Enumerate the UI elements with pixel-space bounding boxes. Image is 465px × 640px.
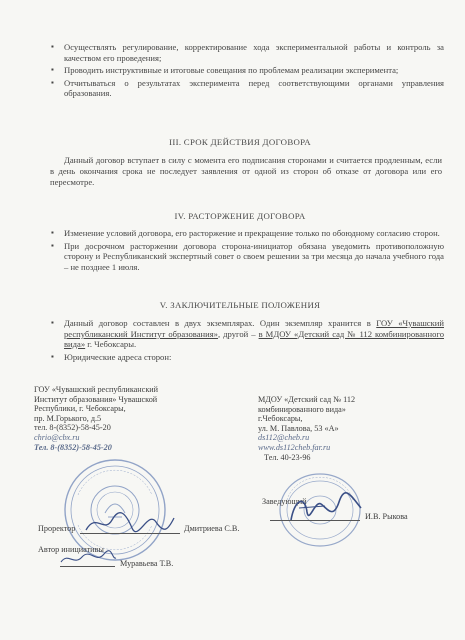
left-signer-name: Дмитриева С.В. (184, 524, 240, 533)
right-party-address (258, 395, 355, 462)
left-handwritten-signature-2-icon (58, 548, 118, 568)
address-line: ГОУ «Чувашский республиканский (34, 385, 159, 394)
section-3-text: Данный договор вступает в силу с момента его подписания сторонами и считается продленным, если в день окончания срока не последует заявления от одной из сторон об отказе от договора или его пересмотре. (50, 155, 442, 187)
bullet-text: , другой – (217, 328, 259, 339)
section-5-bullet-list (64, 318, 444, 364)
list-item: ▪ Юридические адреса сторон: (64, 352, 444, 363)
left-signer-2-title: Автор инициативы (38, 545, 104, 554)
list-item: ▪ Отчитываться о результатах эксперимента перед соответствующими органами управления образования. (64, 78, 444, 99)
address-line: Республики, г. Чебоксары, (34, 404, 126, 414)
right-signer-name: И.В. Рыкова (365, 512, 408, 521)
section-3-heading: III. СРОК ДЕЙСТВИЯ ДОГОВОРА (169, 137, 311, 147)
address-line: пр. М.Горького, д.5 (34, 413, 102, 423)
right-party-email: ds112@cheb.ru (258, 433, 310, 443)
address-line: ул. М. Павлова, 53 «А» (258, 423, 339, 433)
address-line: Институт образования» Чувашской (34, 394, 158, 404)
address-line: тел. 8-(8352)-58-45-20 (34, 423, 111, 433)
bullet-text: Данный договор составлен в двух экземплярах. Один экземпляр хранится в (64, 318, 377, 328)
section-4-heading: IV. РАСТОРЖЕНИЕ ДОГОВОРА (174, 211, 306, 221)
right-party-phone: Тел. 40-23-96 (264, 452, 311, 462)
right-party-site: www.ds112cheb.far.ru (258, 442, 331, 452)
left-party-fax: Тел. 8-(8352)-58-45-20 (34, 442, 112, 452)
left-handwritten-signature-icon (82, 508, 177, 538)
list-item: ▪ Осуществлять регулирование, корректирование хода экспериментальной работы и контроль за качеством его проведения; (64, 42, 444, 63)
left-signer-2-name: Муравьева Т.В. (120, 559, 174, 568)
address-line: г.Чебоксары, (258, 414, 303, 424)
right-signer-title: Заведующий (262, 497, 307, 506)
list-item: ▪ Проводить инструктивные и итоговые совещания по проблемам реализации эксперимента; (64, 65, 444, 76)
section-5-heading: V. ЗАКЛЮЧИТЕЛЬНЫЕ ПОЛОЖЕНИЯ (159, 300, 321, 310)
party-1-name: ГОУ «Чувашский республиканский Институт образования» (64, 318, 444, 339)
right-handwritten-signature-icon (285, 490, 365, 528)
list-item (64, 318, 444, 350)
list-item: ▪ Изменение условий договора, его расторжение и прекращение только по обоюдному согласию сторон. (64, 228, 444, 239)
left-party-address (34, 385, 158, 452)
list-item: ▪ При досрочном расторжении договора сторона-инициатор обязана уведомить противоположную сторону и Республиканский экспертный совет о своем решении за три месяца до начала учебного года – не позднее 1 июля. (64, 241, 444, 273)
left-party-email: chrio@cbx.ru (34, 432, 80, 442)
party-2-name: в МДОУ «Детский сад № 112 комбинированного вида» (64, 328, 444, 349)
bullet-text: г. Чебоксары. (85, 339, 137, 349)
top-bullet-list (64, 42, 444, 101)
address-line: МДОУ «Детский сад № 112 (258, 395, 356, 404)
section-4-bullet-list (64, 228, 444, 274)
left-signer-title: Проректор (38, 524, 76, 533)
address-line: комбинированного вида» (258, 404, 346, 414)
